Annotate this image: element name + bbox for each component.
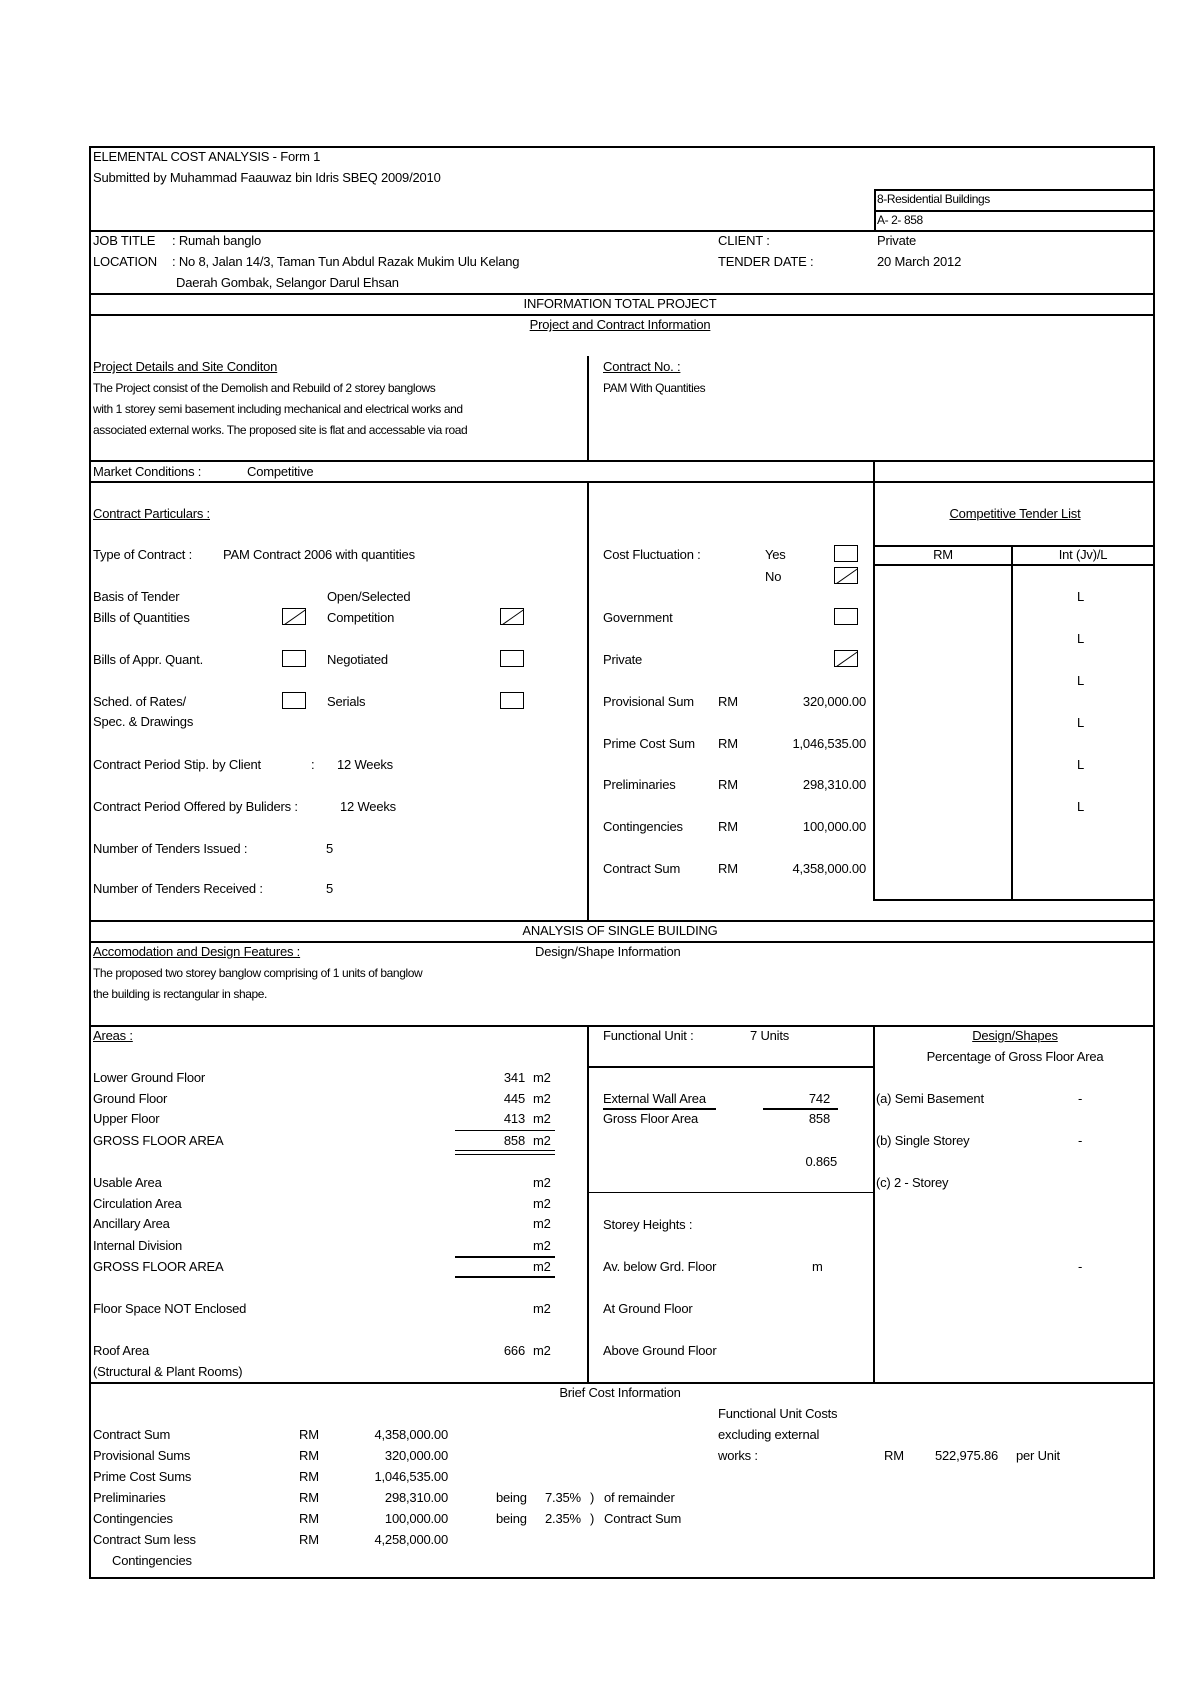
location-label: LOCATION (93, 254, 157, 269)
divider (873, 564, 1155, 566)
competition-label: Competition (327, 610, 395, 625)
divider (587, 1192, 874, 1193)
single-storey-label: (b) Single Storey (876, 1133, 970, 1148)
brief-less: 4,258,000.00 (374, 1532, 448, 1547)
tenders-received: 5 (326, 881, 334, 896)
divider (763, 1108, 838, 1110)
divider (455, 1130, 555, 1131)
contract-no: PAM With Quantities (603, 381, 706, 395)
contingencies-rm: RM (718, 819, 738, 834)
brief-rm: RM (299, 1427, 319, 1442)
ext-wall-value: 742 (808, 1091, 830, 1106)
gfa-label: GROSS FLOOR AREA (93, 1133, 224, 1148)
design-shapes-subtitle: Percentage of Gross Floor Area (926, 1049, 1104, 1064)
upper-label: Upper Floor (93, 1111, 160, 1126)
accom-line-1: The proposed two storey banglow comprising of 1 units of banglow (93, 966, 423, 980)
divider (873, 460, 875, 901)
divider (455, 1150, 555, 1151)
divider (89, 1382, 1155, 1384)
accom-title: Accomodation and Design Features : (93, 944, 301, 959)
usable-label: Usable Area (93, 1175, 162, 1190)
contract-no-label: Contract No. : (603, 359, 681, 374)
brief-less-label-1: Contract Sum less (93, 1532, 196, 1547)
bill-appr-checkbox[interactable] (282, 650, 306, 667)
location-line-2: Daerah Gombak, Selangor Darul Ehsan (176, 275, 399, 290)
design-shapes-title: Design/Shapes (972, 1028, 1058, 1043)
boq-label: Bills of Quantities (93, 610, 190, 625)
below-grd-label: Av. below Grd. Floor (603, 1259, 717, 1274)
fluctuation-label: Cost Fluctuation : (603, 547, 701, 562)
storey-height-value: - (1078, 1259, 1083, 1274)
upper-value: 413 (503, 1111, 525, 1126)
being-label: being (496, 1490, 527, 1505)
divider (89, 314, 1155, 316)
ancillary-label: Ancillary Area (93, 1216, 170, 1231)
sched-label-1: Sched. of Rates/ (93, 694, 186, 709)
contingencies-label: Contingencies (603, 819, 683, 834)
brief-heading: Brief Cost Information (559, 1385, 681, 1400)
circulation-label: Circulation Area (93, 1196, 182, 1211)
open-selected-label: Open/Selected (327, 589, 411, 604)
contingencies-value: 100,000.00 (802, 819, 866, 834)
below-grd-unit: m (812, 1259, 823, 1274)
negotiated-label: Negotiated (327, 652, 388, 667)
unit-m2: m2 (533, 1070, 551, 1085)
unit-m2: m2 (533, 1238, 551, 1253)
details-line-3: associated external works. The proposed site is flat and accessable via road (93, 423, 468, 437)
tender-row: L (1077, 757, 1085, 772)
divider (455, 1256, 555, 1258)
period-client-colon: : (311, 757, 315, 772)
boq-checkbox[interactable] (282, 608, 306, 625)
contract-sum-rm: RM (718, 861, 738, 876)
prelim-percent: 7.35% (545, 1490, 581, 1505)
divider (587, 1066, 874, 1068)
sched-label-2: Spec. & Drawings (93, 714, 194, 729)
serials-checkbox[interactable] (500, 692, 524, 709)
ext-wall-label: External Wall Area (603, 1091, 706, 1106)
unit-m2: m2 (533, 1111, 551, 1126)
tender-col-int: Int (Jv)/L (1058, 547, 1108, 562)
lower-ground-value: 341 (503, 1070, 525, 1085)
private-checkbox[interactable] (834, 650, 858, 667)
tender-row: L (1077, 631, 1085, 646)
details-line-2: with 1 storey semi basement including mechanical and electrical works and (93, 402, 463, 416)
competition-checkbox[interactable] (500, 608, 524, 625)
sched-checkbox[interactable] (282, 692, 306, 709)
brief-prime: 1,046,535.00 (374, 1469, 448, 1484)
serials-label: Serials (327, 694, 366, 709)
functional-unit-value: 7 Units (750, 1028, 790, 1043)
brief-contingencies-label: Contingencies (93, 1511, 173, 1526)
single-storey-value: - (1078, 1133, 1083, 1148)
tender-row: L (1077, 589, 1085, 604)
divider (89, 230, 1155, 232)
ground-label: Ground Floor (93, 1091, 168, 1106)
divider (89, 460, 1155, 462)
period-builder-label: Contract Period Offered by Buliders : (93, 799, 298, 814)
tender-date-label: TENDER DATE : (718, 254, 814, 269)
government-checkbox[interactable] (834, 608, 858, 625)
basis-label: Basis of Tender (93, 589, 180, 604)
period-client-label: Contract Period Stip. by Client (93, 757, 261, 772)
unit-m2: m2 (533, 1133, 551, 1148)
info-subheading: Project and Contract Information (529, 317, 711, 332)
ground-value: 445 (503, 1091, 525, 1106)
above-ground-label: Above Ground Floor (603, 1343, 717, 1358)
particulars-title: Contract Particulars : (93, 506, 210, 521)
lower-ground-label: Lower Ground Floor (93, 1070, 206, 1085)
frame-top (89, 146, 1155, 148)
form-title: ELEMENTAL COST ANALYSIS - Form 1 (93, 149, 321, 164)
tender-date: 20 March 2012 (877, 254, 962, 269)
tender-col-rm: RM (933, 547, 953, 562)
two-storey-label: (c) 2 - Storey (876, 1175, 949, 1190)
brief-contingencies: 100,000.00 (384, 1511, 448, 1526)
accom-line-2: the building is rectangular in shape. (93, 987, 267, 1001)
provisional-rm: RM (718, 694, 738, 709)
prelim-value: 298,310.00 (802, 777, 866, 792)
brief-prime-label: Prime Cost Sums (93, 1469, 192, 1484)
divider (89, 1025, 1155, 1027)
tender-row: L (1077, 799, 1085, 814)
brief-rm: RM (299, 1511, 319, 1526)
divider (1011, 545, 1013, 901)
brief-rm: RM (299, 1490, 319, 1505)
divider (89, 920, 1155, 922)
contract-type-label: Type of Contract : (93, 547, 193, 562)
brief-contract-sum-label: Contract Sum (93, 1427, 171, 1442)
divider (89, 481, 1155, 483)
brief-rm: RM (299, 1469, 319, 1484)
not-enclosed-label: Floor Space NOT Enclosed (93, 1301, 247, 1316)
contract-sum-note: Contract Sum (604, 1511, 682, 1526)
semi-basement-label: (a) Semi Basement (876, 1091, 984, 1106)
brief-rm: RM (299, 1532, 319, 1547)
wall-floor-ratio: 0.865 (805, 1154, 837, 1169)
tender-row: L (1077, 673, 1085, 688)
gfa2-label: GROSS FLOOR AREA (93, 1259, 224, 1274)
location-line-1: : No 8, Jalan 14/3, Taman Tun Abdul Razak Mukim Ulu Kelang (172, 254, 520, 269)
of-remainder: of remainder (604, 1490, 675, 1505)
design-info: Design/Shape Information (535, 944, 681, 959)
divider (455, 1154, 555, 1155)
brief-prelim-label: Preliminaries (93, 1490, 166, 1505)
private-label: Private (603, 652, 643, 667)
details-title: Project Details and Site Conditon (93, 359, 278, 374)
divider (873, 899, 1155, 901)
government-label: Government (603, 610, 673, 625)
bill-appr-label: Bills of Appr. Quant. (93, 652, 203, 667)
unit-m2: m2 (533, 1343, 551, 1358)
contract-sum-value: 4,358,000.00 (792, 861, 866, 876)
form-code: A- 2- 858 (877, 213, 923, 227)
func-gfa-label: Gross Floor Area (603, 1111, 699, 1126)
divider (587, 481, 589, 921)
yes-checkbox[interactable] (834, 545, 858, 562)
at-ground-label: At Ground Floor (603, 1301, 693, 1316)
no-checkbox[interactable] (834, 567, 858, 584)
prime-rm: RM (718, 736, 738, 751)
storey-heights-label: Storey Heights : (603, 1217, 693, 1232)
market-label: Market Conditions : (93, 464, 202, 479)
submitted-by: Submitted by Muhammad Faauwaz bin Idris SBEQ 2009/2010 (93, 170, 441, 185)
frame-bottom (89, 1577, 1155, 1579)
brief-provisional-label: Provisional Sums (93, 1448, 191, 1463)
prime-value: 1,046,535.00 (792, 736, 866, 751)
info-heading: INFORMATION TOTAL PROJECT (523, 296, 717, 311)
tenders-received-label: Number of Tenders Received : (93, 881, 263, 896)
areas-title: Areas : (93, 1028, 133, 1043)
unit-m2: m2 (533, 1216, 551, 1231)
details-line-1: The Project consist of the Demolish and Rebuild of 2 storey banglows (93, 381, 436, 395)
divider (873, 1025, 875, 1384)
yes-label: Yes (765, 547, 786, 562)
brief-less-label-2: Contingencies (112, 1553, 192, 1568)
per-unit: per Unit (1016, 1448, 1060, 1463)
fu-rm: RM (884, 1448, 904, 1463)
client: Private (877, 233, 917, 248)
func-gfa-value: 858 (808, 1111, 830, 1126)
market-value: Competitive (247, 464, 314, 479)
divider (455, 1276, 555, 1278)
unit-m2: m2 (533, 1175, 551, 1190)
being-label: being (496, 1511, 527, 1526)
negotiated-checkbox[interactable] (500, 650, 524, 667)
prime-label: Prime Cost Sum (603, 736, 695, 751)
divider (603, 1108, 716, 1110)
paren: ) (590, 1511, 595, 1526)
functional-unit-label: Functional Unit : (603, 1028, 694, 1043)
gfa-value: 858 (503, 1133, 525, 1148)
roof-value: 666 (503, 1343, 525, 1358)
roof-note: (Structural & Plant Rooms) (93, 1364, 243, 1379)
building-category: 8-Residential Buildings (877, 192, 990, 206)
unit-m2: m2 (533, 1091, 551, 1106)
contingency-percent: 2.35% (545, 1511, 581, 1526)
no-label: No (765, 569, 782, 584)
fu-costs-line-3: works : (718, 1448, 758, 1463)
divider (89, 293, 1155, 295)
contract-type: PAM Contract 2006 with quantities (223, 547, 415, 562)
unit-m2: m2 (533, 1196, 551, 1211)
internal-label: Internal Division (93, 1238, 183, 1253)
tenders-issued: 5 (326, 841, 334, 856)
brief-provisional: 320,000.00 (384, 1448, 448, 1463)
divider (587, 1025, 589, 1384)
divider (89, 941, 1155, 943)
frame-right (1153, 146, 1155, 1579)
tender-row: L (1077, 715, 1085, 730)
fu-costs-line-2: excluding external (718, 1427, 820, 1442)
job-title: : Rumah banglo (172, 233, 261, 248)
analysis-heading: ANALYSIS OF SINGLE BUILDING (522, 923, 718, 938)
unit-m2: m2 (533, 1259, 551, 1274)
brief-contract-sum: 4,358,000.00 (374, 1427, 448, 1442)
frame-left (89, 146, 91, 1579)
semi-basement-value: - (1078, 1091, 1083, 1106)
tender-list-title: Competitive Tender List (949, 506, 1081, 521)
brief-rm: RM (299, 1448, 319, 1463)
brief-prelim: 298,310.00 (384, 1490, 448, 1505)
divider (874, 189, 876, 231)
unit-m2: m2 (533, 1301, 551, 1316)
period-client: 12 Weeks (337, 757, 393, 772)
divider (587, 356, 589, 461)
contract-sum-label: Contract Sum (603, 861, 681, 876)
fu-costs-line-1: Functional Unit Costs (718, 1406, 838, 1421)
paren: ) (590, 1490, 595, 1505)
prelim-rm: RM (718, 777, 738, 792)
provisional-label: Provisional Sum (603, 694, 694, 709)
prelim-label: Preliminaries (603, 777, 676, 792)
period-builder: 12 Weeks (340, 799, 396, 814)
provisional-value: 320,000.00 (802, 694, 866, 709)
tenders-issued-label: Number of Tenders Issued : (93, 841, 248, 856)
job-title-label: JOB TITLE (93, 233, 156, 248)
roof-label: Roof Area (93, 1343, 150, 1358)
fu-value: 522,975.86 (935, 1448, 999, 1463)
client-label: CLIENT : (718, 233, 770, 248)
